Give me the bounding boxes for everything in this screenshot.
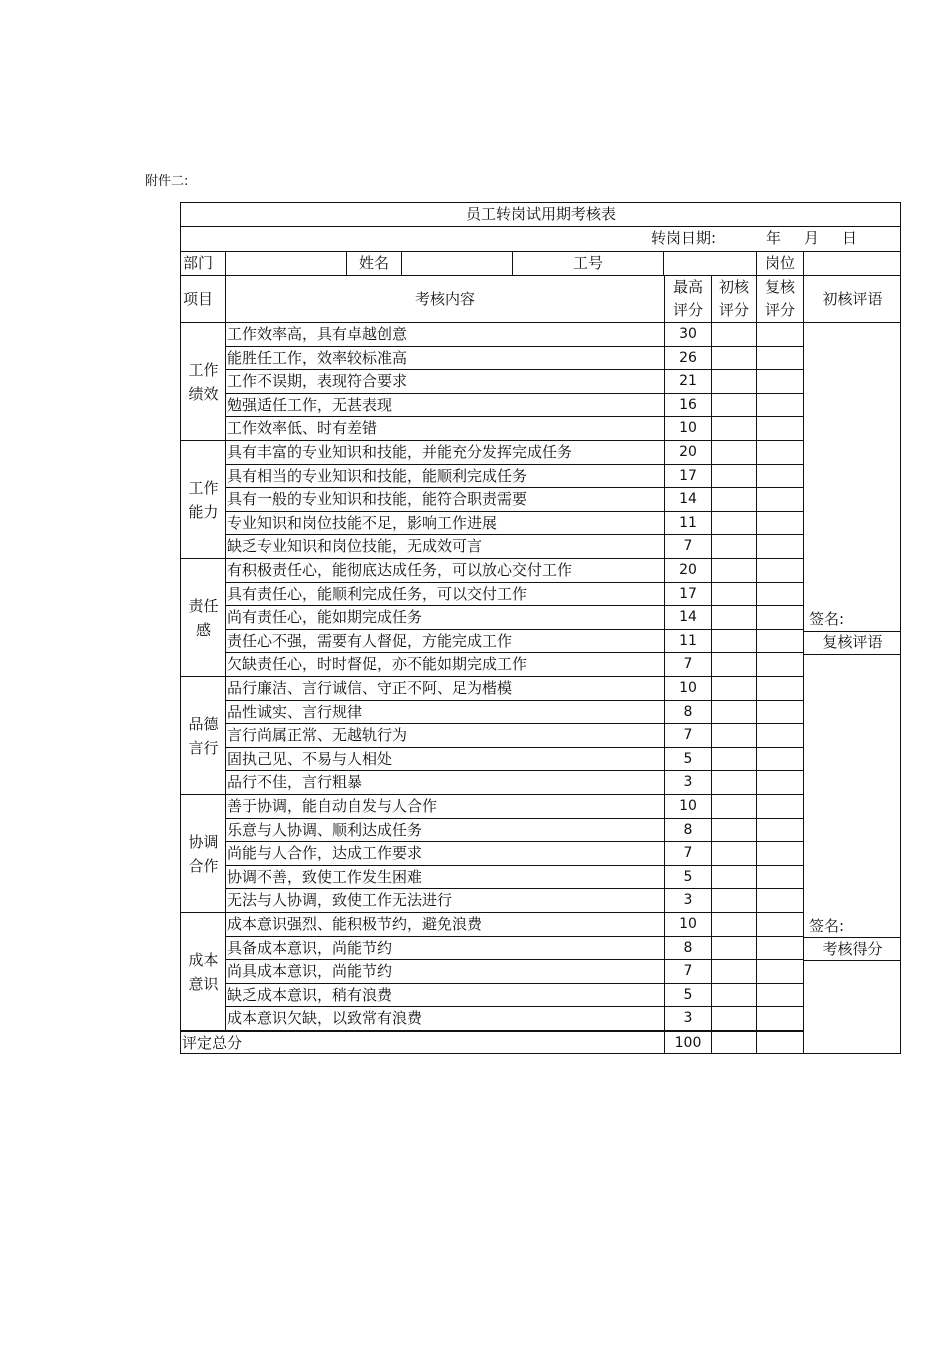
max-score: 17 [679,585,697,602]
criterion-text: 品性诚实、言行规律 [227,702,363,721]
grid-line [225,251,226,275]
first-score-cell[interactable] [712,394,756,418]
max-score: 16 [679,396,697,413]
criterion-text: 能胜任工作，效率较标准高 [227,348,408,367]
grid-line [803,960,901,961]
criterion-text: 工作效率高，具有卓越创意 [227,325,408,343]
max-score: 26 [679,349,697,366]
second-score-cell[interactable] [757,347,803,371]
second-score-cell[interactable] [757,394,803,418]
criterion-text: 欠缺责任心，时时督促，亦不能如期完成工作 [227,655,528,674]
criterion-text: 固执己见、不易与人相处 [227,749,393,768]
second-score-cell[interactable] [757,370,803,394]
dept-label: 部门 [183,254,214,272]
second-score-header-line2: 评分 [764,301,795,319]
first-comment-header: 初核评语 [822,290,883,308]
first-score-cell[interactable] [712,748,756,772]
max-score: 14 [679,609,697,626]
employee-id-label: 工号 [572,254,603,272]
criterion-text: 无法与人协调，致使工作无法进行 [227,891,453,910]
second-score-cell[interactable] [757,724,803,748]
grid-line [803,275,804,1054]
criterion-text: 尚有责任心，能如期完成任务 [227,608,423,627]
second-score-cell[interactable] [757,323,803,347]
second-score-cell[interactable] [757,842,803,866]
transfer-date-label: 转岗日期: [651,229,717,247]
criterion-text: 乐意与人协调、顺利达成任务 [227,820,423,839]
criterion-text: 勉强适任工作，无甚表现 [227,395,393,414]
first-score-cell[interactable] [712,937,756,961]
grid-line [803,654,901,655]
second-signature-label: 签名: [809,917,845,935]
max-score: 7 [683,538,693,555]
category-name-text: 责任 感 [188,597,219,639]
item-header: 项目 [183,290,214,308]
category-name-text: 工作 绩效 [188,361,219,403]
first-score-header-line1: 初核 [718,278,749,296]
second-score-cell[interactable] [757,866,803,890]
first-score-cell[interactable] [712,866,756,890]
second-score-cell[interactable] [757,465,803,489]
first-score-cell[interactable] [712,465,756,489]
criterion-text: 责任心不强，需要有人督促，方能完成工作 [227,631,513,650]
criterion-text: 言行尚属正常、无越轨行为 [227,726,408,745]
max-score-header-line2: 评分 [672,301,703,319]
date-day-label: 日 [842,229,858,247]
first-score-cell[interactable] [712,583,756,607]
max-score: 3 [683,774,693,791]
second-score-cell[interactable] [757,488,803,512]
max-score: 14 [679,491,697,508]
criterion-text: 缺乏成本意识，稍有浪费 [227,985,393,1004]
category-name [182,323,225,441]
max-score: 3 [683,1010,693,1027]
category-name [182,559,225,677]
criterion-text: 专业知识和岗位技能不足，影响工作进展 [227,513,498,532]
max-score: 8 [683,939,693,956]
category-name-text: 协调 合作 [188,833,219,875]
first-score-cell[interactable] [712,795,756,819]
category-name [182,795,225,913]
first-score-cell[interactable] [712,559,756,583]
category-name-text: 成本 意识 [188,951,219,993]
first-score-cell[interactable] [712,677,756,701]
second-score-cell[interactable] [757,441,803,465]
second-score-cell[interactable] [757,771,803,795]
criterion-text: 成本意识欠缺，以致常有浪费 [227,1009,423,1028]
first-signature-label: 签名: [809,610,845,628]
grid-line [803,251,804,275]
max-score-header [665,276,711,323]
max-score: 5 [683,750,693,767]
criterion-text: 工作效率低、时有差错 [227,419,378,438]
grid-line [663,251,664,275]
second-score-cell[interactable] [757,1007,803,1031]
first-score-cell[interactable] [712,984,756,1008]
max-score: 7 [683,963,693,980]
first-score-cell[interactable] [712,630,756,654]
second-score-cell[interactable] [757,960,803,984]
second-score-cell[interactable] [757,889,803,913]
first-score-cell[interactable] [712,488,756,512]
second-score-cell[interactable] [757,653,803,677]
first-score-cell[interactable] [712,535,756,559]
appraisal-form [180,202,901,1054]
category-name [182,441,225,559]
second-score-cell[interactable] [757,559,803,583]
form-title: 员工转岗试用期考核表 [465,205,616,223]
category-name [182,677,225,795]
second-score-cell[interactable] [757,417,803,441]
max-score: 20 [679,444,697,460]
criterion-text: 善于协调，能自动自发与人合作 [227,797,438,815]
max-score: 7 [683,845,693,862]
max-score: 7 [683,727,693,744]
date-month-label: 月 [804,229,820,247]
grid-line [181,251,901,252]
first-score-cell[interactable] [712,606,756,630]
max-score: 17 [679,467,697,484]
category-name-text: 品德 言行 [188,715,219,757]
criterion-text: 尚能与人合作，达成工作要求 [227,844,423,863]
criterion-text: 具备成本意识，尚能节约 [227,938,393,957]
grid-line [401,251,402,275]
second-score-cell[interactable] [757,748,803,772]
max-score: 10 [679,916,697,932]
grid-line [181,226,901,227]
second-score-cell[interactable] [757,630,803,654]
criterion-text: 品行廉洁、言行诚信、守正不阿、足为楷模 [227,679,513,697]
criterion-text: 具有责任心，能顺利完成任务，可以交付工作 [227,584,528,603]
first-score-cell[interactable] [712,724,756,748]
name-label: 姓名 [358,254,389,272]
first-score-cell[interactable] [712,1007,756,1031]
max-score: 8 [683,821,693,838]
date-year-label: 年 [766,229,782,247]
max-score: 10 [679,420,697,437]
first-score-cell[interactable] [712,701,756,725]
criterion-text: 具有相当的专业知识和技能，能顺利完成任务 [227,466,528,485]
max-score: 20 [679,562,697,578]
second-score-cell[interactable] [757,795,803,819]
second-score-cell[interactable] [757,535,803,559]
first-score-cell[interactable] [712,913,756,937]
grid-line [346,251,347,275]
max-score-header-line1: 最高 [672,278,703,296]
first-score-cell[interactable] [712,323,756,347]
max-score: 7 [683,656,693,673]
second-score-cell[interactable] [757,819,803,843]
criterion-text: 具有丰富的专业知识和技能，并能充分发挥完成任务 [227,443,573,461]
criterion-text: 有积极责任心，能彻底达成任务，可以放心交付工作 [227,561,573,579]
first-score-cell[interactable] [712,819,756,843]
max-score: 3 [683,892,693,909]
first-score-cell[interactable] [712,370,756,394]
second-score-cell[interactable] [757,512,803,536]
second-score-cell[interactable] [757,937,803,961]
max-score: 30 [679,326,697,342]
grid-line [803,631,901,632]
grid-line [512,251,513,275]
first-score-cell[interactable] [712,960,756,984]
total-first-score[interactable] [712,1032,756,1054]
name-field[interactable] [402,252,512,276]
first-score-cell[interactable] [712,417,756,441]
max-score: 10 [679,680,697,696]
max-score: 5 [683,986,693,1003]
grid-line [181,275,901,276]
second-score-cell[interactable] [757,677,803,701]
total-second-score[interactable] [757,1032,803,1054]
second-score-cell[interactable] [757,984,803,1008]
max-score: 5 [683,868,693,885]
first-score-cell[interactable] [712,653,756,677]
criterion-text: 缺乏专业知识和岗位技能，无成效可言 [227,537,483,556]
first-score-header [712,276,756,323]
second-score-cell[interactable] [757,606,803,630]
first-score-cell[interactable] [712,771,756,795]
employee-id-field[interactable] [664,252,756,276]
category-name-text: 工作 能力 [188,479,219,521]
second-score-cell[interactable] [757,701,803,725]
criterion-text: 协调不善，致使工作发生困难 [227,867,423,886]
post-label: 岗位 [764,254,795,272]
first-score-cell[interactable] [712,512,756,536]
second-score-header-line1: 复核 [764,278,795,296]
score-header: 考核得分 [822,940,883,958]
attachment-label: 附件二: [145,174,189,189]
second-score-cell[interactable] [757,583,803,607]
first-score-cell[interactable] [712,889,756,913]
grid-line [803,937,901,938]
first-score-cell[interactable] [712,347,756,371]
criterion-text: 具有一般的专业知识和技能，能符合职责需要 [227,490,528,509]
criterion-text: 工作不误期，表现符合要求 [227,372,408,391]
max-score: 8 [683,703,693,720]
second-comment-header: 复核评语 [822,633,883,651]
first-score-cell[interactable] [712,842,756,866]
first-score-header-line2: 评分 [718,301,749,319]
criterion-text: 成本意识强烈、能积极节约，避免浪费 [227,915,483,933]
max-score: 21 [679,373,697,390]
dept-field[interactable] [226,252,346,276]
first-score-cell[interactable] [712,441,756,465]
total-label: 评定总分 [182,1034,243,1052]
total-max-score: 100 [674,1035,702,1051]
max-score: 10 [679,798,697,814]
criterion-text: 品行不佳，言行粗暴 [227,773,363,792]
content-header: 考核内容 [414,290,475,308]
second-score-cell[interactable] [757,913,803,937]
category-name [182,913,225,1031]
grid-line [756,251,757,275]
second-score-header [757,276,803,323]
criterion-text: 尚具成本意识，尚能节约 [227,962,393,981]
post-field[interactable] [804,252,901,276]
max-score: 11 [679,632,697,649]
max-score: 11 [679,514,697,531]
